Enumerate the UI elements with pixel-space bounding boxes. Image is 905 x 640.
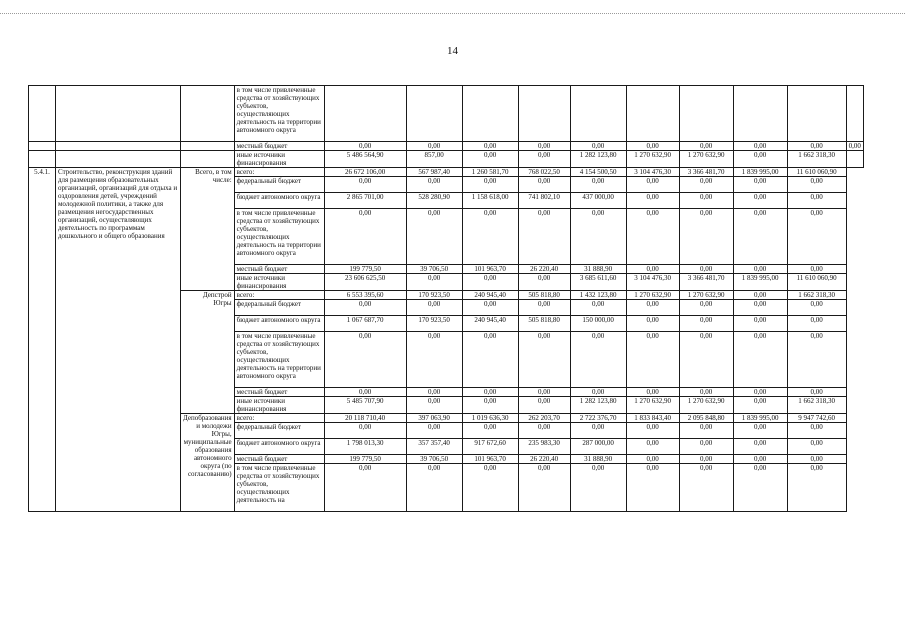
- funding-source-cell: иные источники финансирования: [234, 274, 324, 291]
- value-cell: 0,00: [626, 423, 679, 439]
- title-cell-empty: [56, 142, 181, 151]
- value-cell: 1 270 632,90: [626, 291, 679, 300]
- value-cell: 2 865 701,00: [324, 193, 406, 209]
- value-cell: 0,00: [462, 388, 518, 397]
- value-cell: 11 610 060,90: [787, 274, 846, 291]
- value-cell: 0,00: [462, 151, 518, 168]
- value-cell: 26 220,40: [518, 265, 570, 274]
- value-cell: 170 923,50: [406, 316, 462, 332]
- value-cell: 0,00: [787, 439, 846, 455]
- value-cell: 0,00: [787, 265, 846, 274]
- value-cell: 235 983,30: [518, 439, 570, 455]
- value-cell: [462, 86, 518, 142]
- budget-table: [28, 85, 864, 512]
- value-cell: 437 000,00: [570, 193, 626, 209]
- value-cell: 0,00: [626, 300, 679, 316]
- value-cell: 1 839 995,00: [733, 274, 787, 291]
- value-cell: 0,00: [518, 397, 570, 414]
- value-cell: 0,00: [787, 332, 846, 388]
- value-cell: 505 818,80: [518, 291, 570, 300]
- value-cell: 0,00: [733, 439, 787, 455]
- value-cell: 1 662 318,30: [787, 151, 846, 168]
- value-cell: 1 662 318,30: [787, 397, 846, 414]
- value-cell: 0,00: [846, 142, 863, 151]
- value-cell: 0,00: [679, 332, 733, 388]
- value-cell: 0,00: [679, 455, 733, 464]
- value-cell: 0,00: [406, 423, 462, 439]
- funding-source-cell: в том числе привлеченные средства от хозяйствующих субъектов, осуществляющих деятельность на: [234, 464, 324, 512]
- value-cell: 0,00: [733, 464, 787, 512]
- value-cell: 0,00: [518, 209, 570, 265]
- value-cell: 0,00: [626, 209, 679, 265]
- value-cell: 0,00: [679, 142, 733, 151]
- value-cell: 23 606 625,50: [324, 274, 406, 291]
- value-cell: 0,00: [406, 300, 462, 316]
- value-cell: 0,00: [518, 300, 570, 316]
- value-cell: 768 022,50: [518, 168, 570, 177]
- value-cell: 0,00: [787, 193, 846, 209]
- value-cell: 0,00: [462, 332, 518, 388]
- funding-source-cell: в том числе привлеченные средства от хозяйствующих субъектов, осуществляющих деятельность на территории автономного округа: [234, 86, 324, 142]
- value-cell: 0,00: [570, 388, 626, 397]
- value-cell: 0,00: [570, 209, 626, 265]
- table-row: [29, 86, 864, 142]
- item-number: 5.4.1.: [29, 168, 56, 512]
- value-cell: 39 706,50: [406, 265, 462, 274]
- value-cell: 0,00: [462, 397, 518, 414]
- value-cell: 0,00: [733, 142, 787, 151]
- value-cell: 0,00: [733, 316, 787, 332]
- funding-source-cell: всего:: [234, 414, 324, 423]
- number-cell-empty: [29, 86, 56, 142]
- value-cell: 1 270 632,90: [679, 151, 733, 168]
- value-cell: 567 987,40: [406, 168, 462, 177]
- value-cell: 0,00: [406, 388, 462, 397]
- value-cell: 0,00: [406, 464, 462, 512]
- value-cell: 0,00: [679, 464, 733, 512]
- value-cell: 0,00: [570, 332, 626, 388]
- value-cell: 0,00: [787, 209, 846, 265]
- number-cell-empty: [29, 142, 56, 151]
- value-cell: [846, 151, 863, 168]
- value-cell: 0,00: [679, 388, 733, 397]
- value-cell: 1 662 318,30: [787, 291, 846, 300]
- value-cell: 0,00: [679, 316, 733, 332]
- value-cell: 917 672,60: [462, 439, 518, 455]
- value-cell: 0,00: [787, 464, 846, 512]
- value-cell: 0,00: [733, 265, 787, 274]
- value-cell: 1 839 995,00: [733, 414, 787, 423]
- value-cell: [406, 86, 462, 142]
- funding-source-cell: бюджет автономного округа: [234, 193, 324, 209]
- funding-source-cell: местный бюджет: [234, 265, 324, 274]
- executor-cell-empty: [181, 86, 235, 142]
- value-cell: 1 270 632,90: [626, 397, 679, 414]
- value-cell: 0,00: [462, 142, 518, 151]
- value-cell: 0,00: [733, 177, 787, 193]
- value-cell: 0,00: [570, 300, 626, 316]
- value-cell: 0,00: [324, 464, 406, 512]
- funding-source-cell: местный бюджет: [234, 388, 324, 397]
- funding-source-cell: бюджет автономного округа: [234, 316, 324, 332]
- funding-source-cell: иные источники финансирования: [234, 151, 324, 168]
- value-cell: 0,00: [626, 455, 679, 464]
- value-cell: [518, 86, 570, 142]
- value-cell: 0,00: [626, 439, 679, 455]
- value-cell: 3 366 481,70: [679, 274, 733, 291]
- value-cell: [570, 86, 626, 142]
- value-cell: 0,00: [406, 209, 462, 265]
- value-cell: 0,00: [787, 423, 846, 439]
- value-cell: 0,00: [406, 142, 462, 151]
- value-cell: 1 019 636,30: [462, 414, 518, 423]
- value-cell: 0,00: [626, 332, 679, 388]
- value-cell: 0,00: [324, 209, 406, 265]
- value-cell: 0,00: [518, 423, 570, 439]
- funding-source-cell: федеральный бюджет: [234, 423, 324, 439]
- value-cell: [679, 86, 733, 142]
- value-cell: 11 610 060,90: [787, 168, 846, 177]
- value-cell: [846, 86, 863, 142]
- value-cell: 1 282 123,80: [570, 151, 626, 168]
- value-cell: 397 063,90: [406, 414, 462, 423]
- funding-source-cell: бюджет автономного округа: [234, 439, 324, 455]
- value-cell: 0,00: [518, 388, 570, 397]
- value-cell: 0,00: [787, 177, 846, 193]
- value-cell: 101 963,70: [462, 455, 518, 464]
- value-cell: 0,00: [462, 274, 518, 291]
- value-cell: 287 000,00: [570, 439, 626, 455]
- value-cell: 0,00: [462, 209, 518, 265]
- value-cell: 1 798 013,30: [324, 439, 406, 455]
- page-number: 14: [447, 45, 458, 57]
- value-cell: 170 923,50: [406, 291, 462, 300]
- value-cell: 0,00: [570, 142, 626, 151]
- value-cell: 5 485 707,90: [324, 397, 406, 414]
- value-cell: 0,00: [518, 177, 570, 193]
- value-cell: 0,00: [518, 332, 570, 388]
- value-cell: 0,00: [406, 177, 462, 193]
- value-cell: 0,00: [626, 177, 679, 193]
- value-cell: 0,00: [462, 464, 518, 512]
- value-cell: 0,00: [406, 274, 462, 291]
- item-title: Строительство, реконструкция зданий для размещения образовательных организаций, организаций для отдыха и оздоровления детей, учреждений молодежной политики, а также для размещения негосударственных организаций, осуществляющих деятельность по программам дошкольного и общего образования: [56, 168, 181, 512]
- value-cell: 1 833 843,40: [626, 414, 679, 423]
- value-cell: 3 685 611,60: [570, 274, 626, 291]
- value-cell: 3 104 476,30: [626, 168, 679, 177]
- executor-cell: Всего, в том числе:: [181, 168, 235, 291]
- value-cell: 31 888,90: [570, 265, 626, 274]
- value-cell: [626, 86, 679, 142]
- value-cell: 0,00: [518, 274, 570, 291]
- table-row: [29, 151, 864, 168]
- value-cell: 0,00: [570, 464, 626, 512]
- value-cell: 199 779,50: [324, 265, 406, 274]
- value-cell: 101 963,70: [462, 265, 518, 274]
- number-cell-empty: [29, 151, 56, 168]
- value-cell: 0,00: [462, 423, 518, 439]
- value-cell: 505 818,80: [518, 316, 570, 332]
- value-cell: 1 432 123,80: [570, 291, 626, 300]
- value-cell: 1 067 687,70: [324, 316, 406, 332]
- value-cell: 0,00: [787, 142, 846, 151]
- table-row: [29, 168, 864, 177]
- value-cell: 0,00: [518, 151, 570, 168]
- value-cell: 0,00: [570, 177, 626, 193]
- executor-cell: Депобразования и молодежи Югры, муниципальные образования автономного округа (по согласованию): [181, 414, 235, 512]
- value-cell: [787, 86, 846, 142]
- funding-source-cell: местный бюджет: [234, 142, 324, 151]
- value-cell: 0,00: [787, 316, 846, 332]
- value-cell: 0,00: [787, 388, 846, 397]
- funding-source-cell: иные источники финансирования: [234, 397, 324, 414]
- value-cell: 0,00: [324, 332, 406, 388]
- value-cell: 0,00: [733, 423, 787, 439]
- value-cell: 0,00: [570, 423, 626, 439]
- value-cell: 2 095 848,80: [679, 414, 733, 423]
- value-cell: 150 000,00: [570, 316, 626, 332]
- value-cell: 240 945,40: [462, 316, 518, 332]
- value-cell: 1 270 632,90: [626, 151, 679, 168]
- funding-source-cell: в том числе привлеченные средства от хозяйствующих субъектов, осуществляющих деятельность на территории автономного округа: [234, 332, 324, 388]
- value-cell: 0,00: [626, 388, 679, 397]
- funding-source-cell: федеральный бюджет: [234, 177, 324, 193]
- value-cell: 0,00: [679, 177, 733, 193]
- value-cell: [324, 86, 406, 142]
- value-cell: 0,00: [733, 291, 787, 300]
- value-cell: 0,00: [733, 193, 787, 209]
- value-cell: 1 270 632,90: [679, 291, 733, 300]
- value-cell: 0,00: [733, 300, 787, 316]
- value-cell: 3 104 476,30: [626, 274, 679, 291]
- value-cell: 0,00: [679, 209, 733, 265]
- value-cell: 26 220,40: [518, 455, 570, 464]
- value-cell: 0,00: [406, 397, 462, 414]
- value-cell: 0,00: [626, 142, 679, 151]
- title-cell-empty: [56, 86, 181, 142]
- value-cell: 4 154 500,50: [570, 168, 626, 177]
- value-cell: 0,00: [733, 455, 787, 464]
- value-cell: 1 158 618,00: [462, 193, 518, 209]
- scan-edge-line: [0, 13, 905, 14]
- executor-cell: Депстрой Югры: [181, 291, 235, 414]
- value-cell: [733, 86, 787, 142]
- value-cell: 528 280,90: [406, 193, 462, 209]
- value-cell: 0,00: [733, 209, 787, 265]
- value-cell: 1 839 995,00: [733, 168, 787, 177]
- value-cell: 0,00: [462, 177, 518, 193]
- value-cell: 0,00: [733, 332, 787, 388]
- value-cell: 31 888,90: [570, 455, 626, 464]
- value-cell: 240 945,40: [462, 291, 518, 300]
- value-cell: 1 282 123,80: [570, 397, 626, 414]
- value-cell: 741 802,10: [518, 193, 570, 209]
- value-cell: 0,00: [733, 397, 787, 414]
- executor-cell-empty: [181, 142, 235, 151]
- value-cell: 0,00: [679, 300, 733, 316]
- value-cell: 0,00: [324, 177, 406, 193]
- value-cell: 0,00: [324, 300, 406, 316]
- value-cell: 0,00: [679, 193, 733, 209]
- funding-source-cell: местный бюджет: [234, 455, 324, 464]
- value-cell: 0,00: [626, 265, 679, 274]
- value-cell: 1 260 581,70: [462, 168, 518, 177]
- value-cell: 5 486 564,90: [324, 151, 406, 168]
- value-cell: 0,00: [462, 300, 518, 316]
- value-cell: 262 203,70: [518, 414, 570, 423]
- value-cell: 6 553 395,60: [324, 291, 406, 300]
- funding-source-cell: в том числе привлеченные средства от хозяйствующих субъектов, осуществляющих деятельность на территории автономного округа: [234, 209, 324, 265]
- value-cell: 1 270 632,90: [679, 397, 733, 414]
- executor-cell-empty: [181, 151, 235, 168]
- value-cell: 0,00: [626, 193, 679, 209]
- value-cell: 0,00: [518, 142, 570, 151]
- value-cell: 3 366 481,70: [679, 168, 733, 177]
- value-cell: 26 672 106,00: [324, 168, 406, 177]
- value-cell: 0,00: [626, 316, 679, 332]
- value-cell: 0,00: [679, 439, 733, 455]
- value-cell: 0,00: [679, 423, 733, 439]
- funding-source-cell: федеральный бюджет: [234, 300, 324, 316]
- value-cell: 0,00: [324, 142, 406, 151]
- funding-source-cell: всего:: [234, 291, 324, 300]
- value-cell: 199 779,50: [324, 455, 406, 464]
- value-cell: 0,00: [324, 388, 406, 397]
- value-cell: 857,00: [406, 151, 462, 168]
- table-row: [29, 142, 864, 151]
- value-cell: 357 357,40: [406, 439, 462, 455]
- value-cell: 0,00: [518, 464, 570, 512]
- value-cell: 0,00: [787, 300, 846, 316]
- value-cell: 2 722 376,70: [570, 414, 626, 423]
- title-cell-empty: [56, 151, 181, 168]
- value-cell: 0,00: [406, 332, 462, 388]
- funding-source-cell: всего:: [234, 168, 324, 177]
- value-cell: 0,00: [679, 265, 733, 274]
- value-cell: 0,00: [324, 423, 406, 439]
- value-cell: 39 706,50: [406, 455, 462, 464]
- value-cell: 0,00: [787, 455, 846, 464]
- value-cell: 0,00: [733, 388, 787, 397]
- value-cell: 9 947 742,60: [787, 414, 846, 423]
- value-cell: 0,00: [733, 151, 787, 168]
- value-cell: 0,00: [626, 464, 679, 512]
- value-cell: 20 118 710,40: [324, 414, 406, 423]
